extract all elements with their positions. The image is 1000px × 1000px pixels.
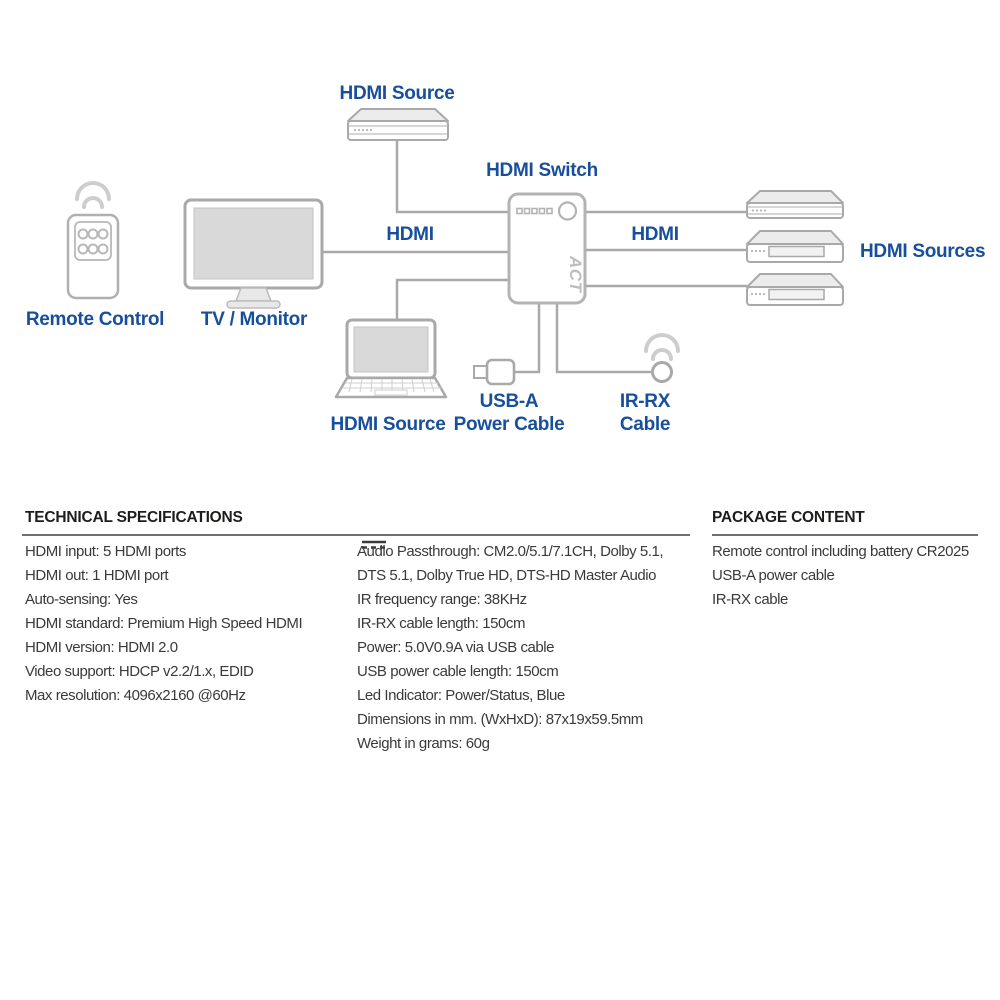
label-usb-a: USB-A xyxy=(479,391,539,412)
select-button xyxy=(559,203,576,220)
tech-specs-middle-column xyxy=(357,540,663,756)
label-hdmi-left: HDMI xyxy=(386,224,434,245)
dc-symbol-icon xyxy=(362,540,386,549)
spec-line: Auto-sensing: Yes xyxy=(25,591,138,608)
hdmi-sources-box1-icon xyxy=(747,191,843,218)
spec-line: HDMI input: 5 HDMI ports xyxy=(25,543,186,560)
spec-line: Video support: HDCP v2.2/1.x, EDID xyxy=(25,663,254,680)
tv-monitor-icon xyxy=(185,200,322,308)
package-item: IR-RX cable xyxy=(712,591,788,608)
wireless-waves-icon xyxy=(646,335,678,359)
label-hdmi-source-bottom: HDMI Source xyxy=(330,414,446,435)
label-tv-monitor: TV / Monitor xyxy=(200,309,308,330)
tech-specs-rule xyxy=(22,534,690,536)
tech-specs-left-column xyxy=(25,540,302,708)
ir-receiver-icon xyxy=(646,335,678,382)
wireless-waves-icon xyxy=(77,183,109,207)
spec-line: Led Indicator: Power/Status, Blue xyxy=(357,687,565,704)
spec-line: Audio Passthrough: CM2.0/5.1/7.1CH, Dolby 5.1, xyxy=(357,543,664,560)
tech-specs-title: TECHNICAL SPECIFICATIONS xyxy=(25,509,243,526)
package-content-column xyxy=(712,540,969,612)
usb-connector-icon xyxy=(474,360,514,384)
disc-tray xyxy=(769,247,824,257)
spec-line: Max resolution: 4096x2160 @60Hz xyxy=(25,687,246,704)
trackpad xyxy=(375,390,407,395)
act-logo: ACT xyxy=(566,256,585,293)
led-indicators xyxy=(517,209,552,214)
spec-line: Dimensions in mm. (WxHxD): 87x19x59.5mm xyxy=(357,711,643,728)
line-switch-to-usb xyxy=(514,303,539,372)
spec-line: DTS 5.1, Dolby True HD, DTS-HD Master Audio xyxy=(357,567,657,584)
spec-line: HDMI out: 1 HDMI port xyxy=(25,567,169,584)
label-ir-rx: IR-RX xyxy=(619,391,671,412)
package-item: USB-A power cable xyxy=(712,567,835,584)
hdmi-source-top-icon xyxy=(348,109,448,140)
spec-line: USB power cable length: 150cm xyxy=(357,663,559,680)
label-ir-cable: Cable xyxy=(619,414,671,435)
power-suffix: 0.9A via USB cable xyxy=(433,639,555,656)
package-content-rule xyxy=(712,534,978,536)
hdmi-switch-icon xyxy=(509,194,585,303)
power-prefix: Power: 5.0V xyxy=(357,639,434,656)
label-hdmi-switch: HDMI Switch xyxy=(486,160,598,181)
label-remote-control: Remote Control xyxy=(25,309,165,330)
spec-line: HDMI version: HDMI 2.0 xyxy=(25,639,178,656)
label-power-cable: Power Cable xyxy=(453,414,565,435)
spec-line: IR frequency range: 38KHz xyxy=(357,591,527,608)
spec-line: HDMI standard: Premium High Speed HDMI xyxy=(25,615,303,632)
hdmi-sources-box3-icon xyxy=(747,274,843,305)
label-hdmi-source-top: HDMI Source xyxy=(339,83,455,104)
label-hdmi-sources: HDMI Sources xyxy=(860,241,986,262)
line-switch-to-ir xyxy=(557,303,651,372)
spec-line: Weight in grams: 60g xyxy=(357,735,490,752)
remote-control-icon xyxy=(68,183,118,298)
spec-line: IR-RX cable length: 150cm xyxy=(357,615,526,632)
hdmi-sources-box2-icon xyxy=(747,231,843,262)
package-content-title: PACKAGE CONTENT xyxy=(712,509,865,526)
label-hdmi-right: HDMI xyxy=(631,224,679,245)
disc-tray xyxy=(769,290,824,300)
spec-line-power xyxy=(357,636,663,660)
line-laptop-to-switch xyxy=(397,280,509,320)
laptop-icon xyxy=(336,320,446,397)
package-item: Remote control including battery CR2025 xyxy=(712,543,969,560)
